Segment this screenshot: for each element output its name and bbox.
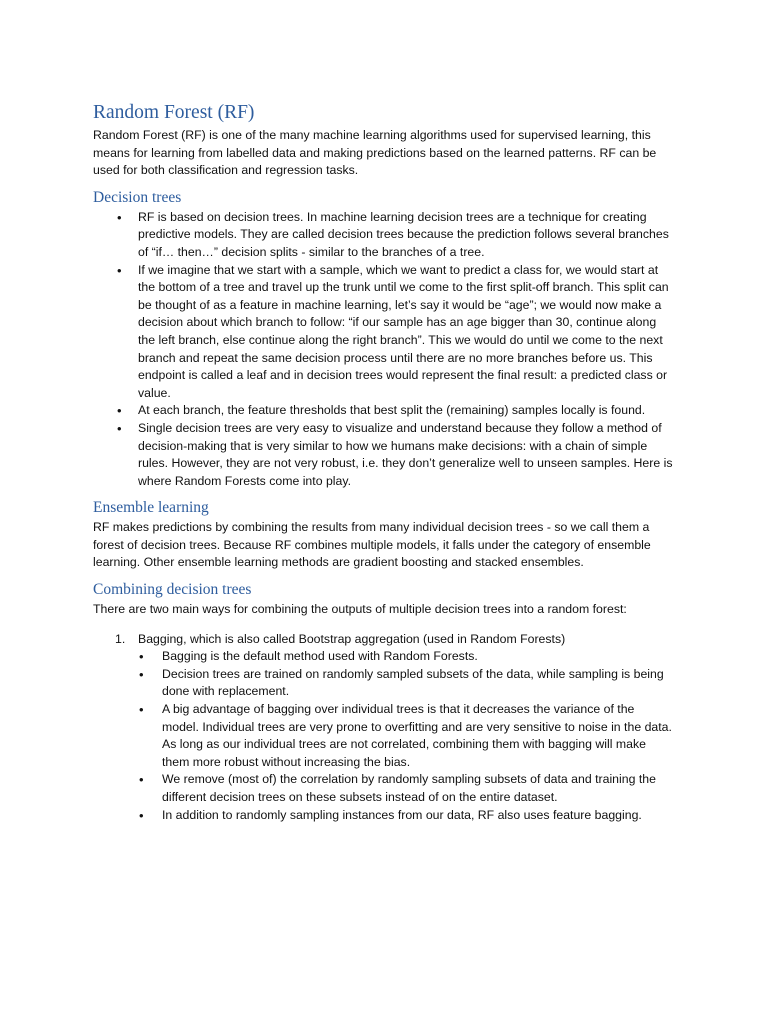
sub-list-item: • Decision trees are trained on randomly sampled subsets of the data, while sampling is being done with replacement. — [162, 666, 674, 701]
numbered-item — [115, 631, 674, 825]
ensemble-paragraph: RF makes predictions by combining the results from many individual decision trees - so we call them a forest of decision trees. Because RF combines multiple models, it falls under the category of ensemble learning. Other ensemble learning methods are gradient boosting and stacked ensembles. — [93, 520, 651, 570]
sub-list-item: • A big advantage of bagging over individual trees is that it decreases the variance of the model. Individual trees are very prone to overfitting and are very sensitive to noise in the data. As long as our individual trees are not correlated, combining them with bagging will make them more robust without increasing the bias. — [162, 701, 674, 771]
decision-trees-heading: Decision trees — [93, 188, 182, 206]
combining-trees-heading: Combining decision trees — [93, 581, 252, 599]
sub-list-item: • In addition to randomly sampling instances from our data, RF also uses feature bagging. — [162, 807, 674, 825]
item-label: Bagging, which is also called Bootstrap aggregation (used in Random Forests) — [138, 631, 566, 646]
intro-paragraph: Random Forest (RF) is one of the many machine learning algorithms used for supervised learning, this means for learning from labelled data and making predictions based on the learned patterns. RF can be used for both classification and regression tasks. — [93, 128, 657, 178]
sub-list-item: • Bagging is the default method used with Random Forests. — [162, 648, 674, 666]
combining-paragraph: There are two main ways for combining the outputs of multiple decision trees into a random forest: — [93, 602, 627, 617]
item-number: 1. — [115, 631, 126, 646]
page-title: Random Forest (RF) — [93, 102, 255, 123]
list-item: • RF is based on decision trees. In machine learning decision trees are a technique for creating predictive models. They are called decision trees because the prediction follows several branches of “if… then…” decision splits - similar to the branches of a tree. — [138, 209, 674, 262]
list-item: • Single decision trees are very easy to visualize and understand because they follow a method of decision-making that is very similar to how we humans make decisions: with a chain of simple rules. However, they are not very robust, i.e. they don’t generalize well to unseen samples. Here is where Random Forests come into play. — [138, 420, 674, 490]
sub-list-item: • We remove (most of) the correlation by randomly sampling subsets of data and training the different decision trees on these subsets instead of on the entire dataset. — [162, 771, 674, 806]
bagging-sublist — [138, 648, 674, 824]
list-item: • If we imagine that we start with a sample, which we want to predict a class for, we would start at the bottom of a tree and travel up the trunk until we come to the first split-off branch. This split can be thought of as a feature in machine learning, let’s say it would be “age”; we would now make a decision about which branch to follow: “if our sample has an age bigger than 30, continue along the left branch, else continue along the right branch”. This we would do until we come to the next branch and repeat the same decision process until there are no more branches before us. This endpoint is called a leaf and in decision trees would represent the final result: a predicted class or value. — [138, 262, 674, 403]
combining-methods-list — [93, 631, 674, 825]
list-item: • At each branch, the feature thresholds that best split the (remaining) samples locally is found. — [138, 402, 674, 420]
ensemble-learning-heading: Ensemble learning — [93, 499, 209, 517]
decision-trees-list — [93, 209, 674, 491]
